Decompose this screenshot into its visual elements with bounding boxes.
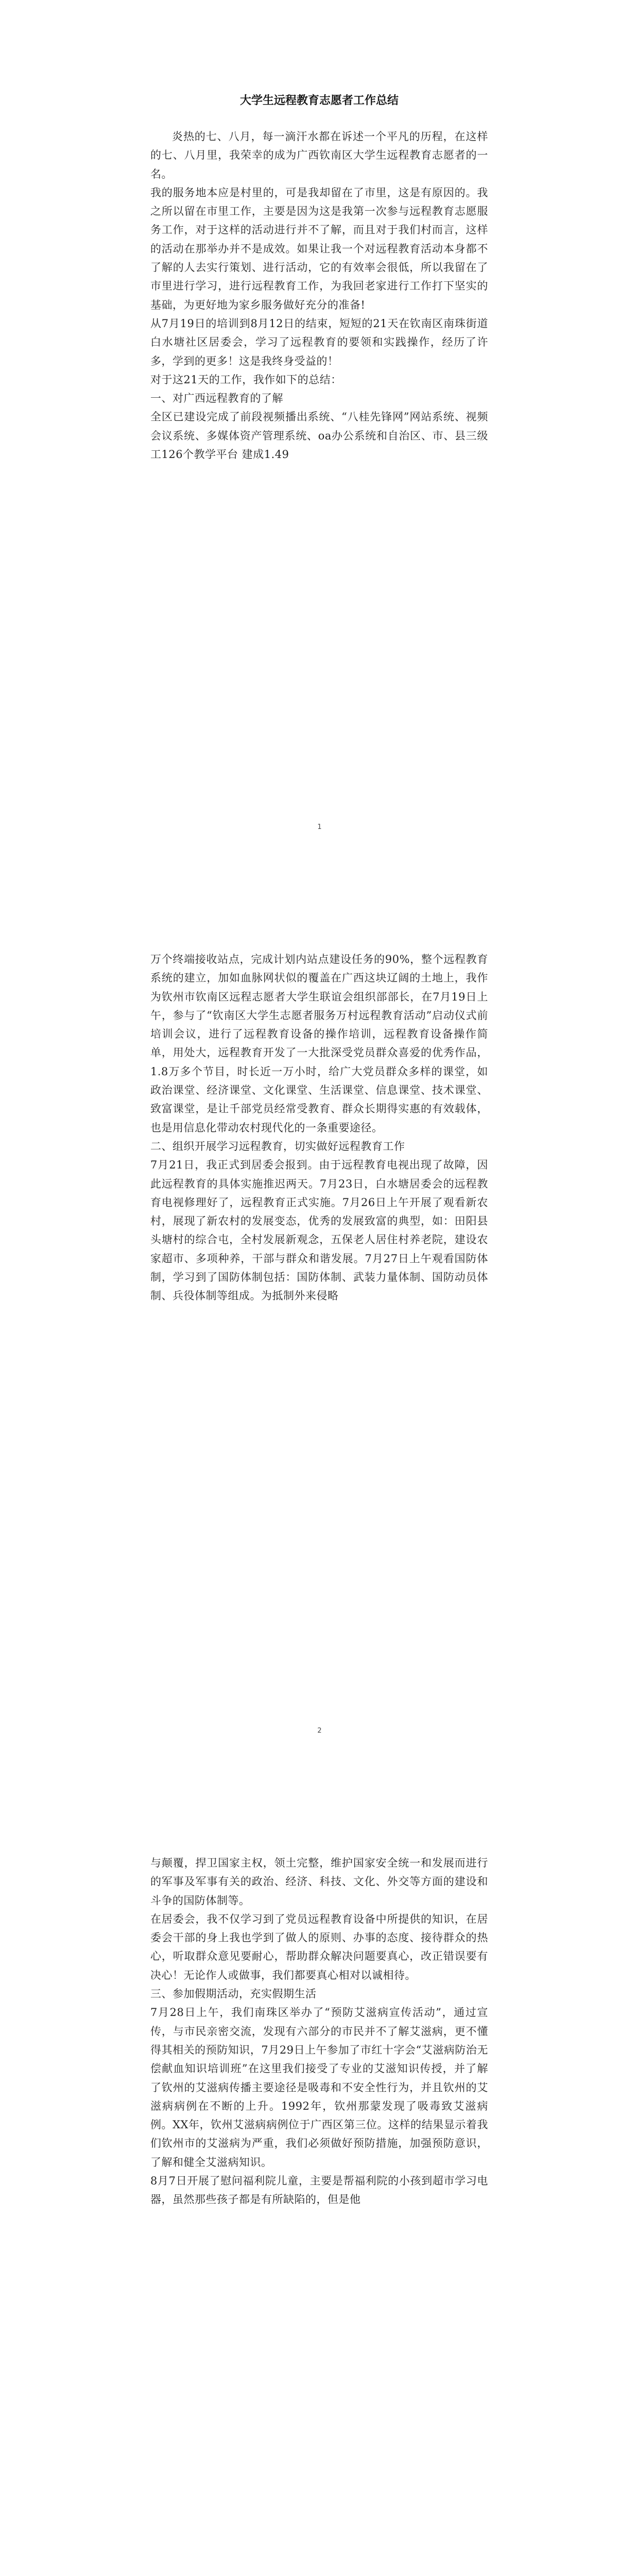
page-1 [0, 0, 639, 904]
paragraph: 7月21日，我正式到居委会报到。由于远程教育电视出现了故障，因此远程教育的具体实施推迟两天。7月23日，白水塘居委会的远程教育电视修理好了，远程教育正式实施。7月26日上午开展了观看新农村，展现了新农村的发展变态，优秀的发展致富的典型，如：田阳县头塘村的综合屯，全村发展新观念，五保老人居住村养老院，建设农家超市、多项种养，干部与群众和谐发展。7月27日上午观看国防体制，学习到了国防体制包括：国防体制、武装力量体制、国防动员体制、兵役体制等组成。为抵制外来侵略 [150, 1159, 488, 1302]
paragraph: 对于这21天的工作，我作如下的总结： [150, 373, 342, 386]
page-3-content [150, 1854, 488, 2209]
page-number: 2 [317, 1727, 322, 1735]
paragraph: 全区已建设完成了前段视频播出系统、“八桂先锋网”网站系统、视频会议系统、多媒体资产管理系统、oa办公系统和自治区、市、县三级工126个教学平台 建成1.49 [150, 411, 488, 461]
page-3 [0, 1807, 639, 2576]
document-title: 大学生远程教育志愿者工作总结 [239, 94, 399, 107]
section-heading: 三、参加假期活动，充实假期生活 [150, 1988, 317, 2001]
page-number: 1 [317, 823, 322, 831]
paragraph-intro: 炎热的七、八月，每一滴汗水都在诉述一个平凡的历程，在这样的七、八月里，我荣幸的成为广西钦南区大学生远程教育志愿者的一名。 [150, 130, 488, 180]
page-1-content [150, 92, 488, 464]
section-heading: 一、对广西远程教育的了解 [150, 392, 283, 405]
paragraph: 万个终端接收站点，完成计划内站点建设任务的90%，整个远程教育系统的建立，加如血脉网状似的覆盖在广西这块辽阔的土地上，我作为钦州市钦南区远程志愿者大学生联谊会组织部部长，在7月19日上午，参与了“钦南区大学生志愿者服务万村远程教育活动”启动仪式前培训会议，进行了远程教育设备的操作培训，远程教育设备操作简单，用处大，远程教育开发了一大批深受党员群众喜爱的优秀作品，1.8万多个节目，时长近一万小时，给广大党员群众多样的课堂，如政治课堂、经济课堂、文化课堂、生活课堂、信息课堂、技术课堂、致富课堂，是让千部党员经常受教育、群众长期得实惠的有效载体，也是用信息化带动农村现代化的一条重要途径。 [150, 953, 488, 1134]
page-2 [0, 904, 639, 1807]
paragraph: 从7月19日的培训到8月12日的结束，短短的21天在钦南区南珠街道白水塘社区居委会，学习了远程教育的要领和实践操作，经历了许多，学到的更多！这是我终身受益的！ [150, 317, 488, 367]
page-2-content [150, 950, 488, 1306]
paragraph: 与颠覆，捍卫国家主权，领土完整，维护国家安全统一和发展而进行的军事及军事有关的政治、经济、科技、文化、外交等方面的建设和斗争的国防体制等。 [150, 1857, 488, 1907]
paragraph: 我的服务地本应是村里的，可是我却留在了市里，这是有原因的。我之所以留在市里工作，主要是因为这是我第一次参与远程教育志愿服务工作，对于这样的活动进行并不了解，而且对于我们村而言，这样的活动在那举办并不是成效。如果让我一个对远程教育活动本身都不了解的人去实行策划、进行活动，它的有效率会很低，所以我留在了市里进行学习，进行远程教育工作，为我回老家进行工作打下坚实的基础，为更好地为家乡服务做好充分的准备! [150, 186, 488, 311]
paragraph: 7月28日上午，我们南珠区举办了“预防艾滋病宣传活动”，通过宣传，与市民亲密交流，发现有六部分的市民并不了解艾滋病，更不懂得其相关的预防知识，7月29日上午参加了市红十字会“艾滋病防治无偿献血知识培训班”在这里我们接受了专业的艾滋知识传授，并了解了钦州的艾滋病传播主要途径是吸毒和不安全性行为，并且钦州的艾滋病病例在不断的上升。1992年，钦州那蒙发现了吸毒致艾滋病例。XX年，钦州艾滋病病例位于广西区第三位。这样的结果显示着我们钦州市的艾滋病为严重，我们必须做好预防措施，加强预防意识，了解和健全艾滋病知识。 [150, 2006, 488, 2168]
section-heading: 二、组织开展学习远程教育，切实做好远程教育工作 [150, 1140, 405, 1153]
paragraph: 8月7日开展了慰问福利院儿童，主要是帮福利院的小孩到超市学习电器，虽然那些孩子都是有所缺陷的，但是他 [150, 2175, 488, 2206]
paragraph: 在居委会，我不仅学习到了党员远程教育设备中所提供的知识，在居委会干部的身上我也学到了做人的原则、办事的态度、接待群众的热心，听取群众意见要耐心，帮助群众解决问题要真心，改正错误要有决心！无论作人或做事，我们都要真心相对以诚相待。 [150, 1912, 488, 1981]
